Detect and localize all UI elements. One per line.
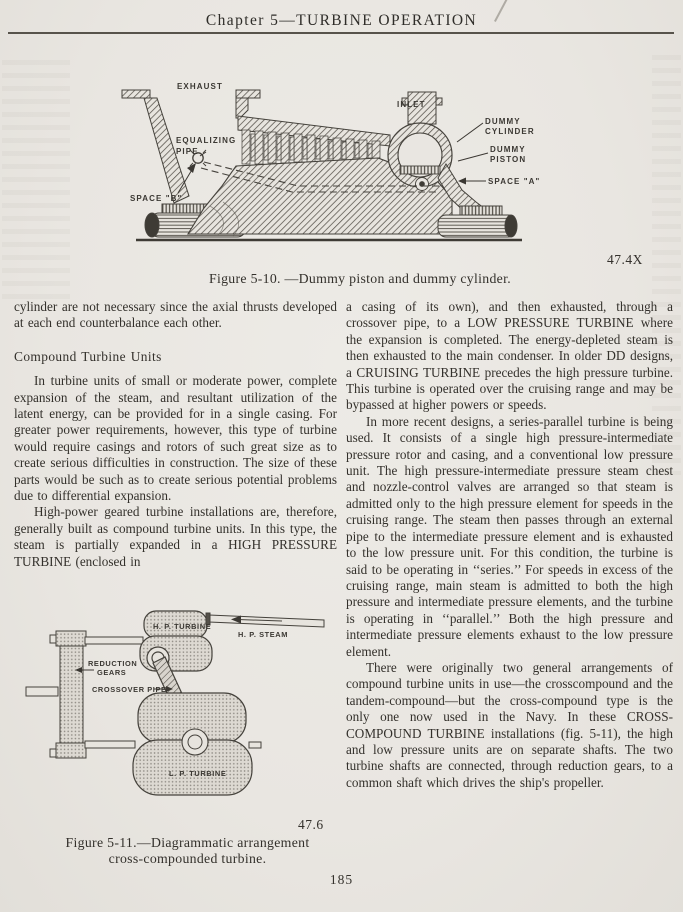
figure-5-11-caption-line2: cross-compounded turbine.: [108, 851, 267, 866]
right-column: [346, 299, 673, 791]
hp-turbine-body: [140, 611, 212, 671]
section-heading: Compound Turbine Units: [14, 348, 162, 364]
figure-5-10-credit: 47.4X: [607, 252, 643, 267]
reduction-gears-label-2: GEARS: [97, 668, 127, 677]
paragraph: cylinder are not necessary since the axial thrusts developed at each end counterbalance each other.: [14, 299, 337, 331]
paragraph: There were originally two general arrangements of compound turbine units in use—the crosscompound and the tandem-compound—but the cross-compound type is the only one now used in the Navy. In these CROSS-COMPOUND TURBINE installations (fig. 5-11), the high and low pressure units are on separate shafts. The two turbine shafts are connected, through reduction gears, to a common shaft which drives the ship's propeller.: [346, 659, 673, 790]
equalizing-pipe-label-1: EQUALIZING: [176, 136, 237, 145]
lp-turbine-label: L. P. TURBINE: [169, 769, 227, 778]
space-a-label: SPACE "A": [488, 177, 541, 186]
hp-steam-label: H. P. STEAM: [238, 630, 288, 639]
paragraph: In more recent designs, a series-parallel turbine is being used. It consists of a single high pressure-intermediate pressure rotor and casing, and a conventional low pressure unit. The high pressure-intermediate pressure steam chest and nozzle-control valves are arranged so that steam is admitted only to the high pressure element for speeds in the cruising range. The steam then passes through an external pipe to the intermediate pressure element and is exhausted to the low pressure unit. For this condition, the turbine is said to be operating in ‘‘series.’’ For speeds in excess of the cruising range, main steam is admitted to both the high pressure and intermediate pressure elements, and the turbine is operating in ‘‘parallel.’’ Both the high pressure and intermediate pressure elements exhaust to the low pressure element.: [346, 413, 673, 659]
header-rule: [8, 32, 674, 34]
figure-5-10-caption: Figure 5-10. —Dummy piston and dummy cylinder.: [209, 271, 511, 286]
inlet-label: INLET: [397, 100, 426, 109]
exhaust-label: EXHAUST: [177, 82, 223, 91]
hp-steam-pipe: [206, 613, 324, 627]
reduction-gearbox: [26, 631, 86, 758]
chapter-header: Chapter 5—TURBINE OPERATION: [205, 12, 478, 29]
dummy-cylinder-label-1: DUMMY: [485, 117, 521, 126]
equalizing-pipe-label-2: PIPE: [176, 147, 199, 156]
dummy-cylinder-label-2: CYLINDER: [485, 127, 535, 136]
dummy-piston-label-2: PISTON: [490, 155, 527, 164]
figure-5-11-credit: 47.6: [298, 817, 324, 832]
space-b-label: SPACE "B": [130, 194, 183, 203]
paragraph: High-power geared turbine installations are, therefore, generally built as compound turbine units. In this type, the steam is partially expanded in a HIGH PRESSURE TURBINE (enclosed in: [14, 504, 337, 569]
left-column: [14, 299, 337, 570]
reduction-gears-label-1: REDUCTION: [88, 659, 138, 668]
crossover-pipe-label: CROSSOVER PIPE: [92, 685, 167, 694]
figure-5-11-drawing: [20, 604, 345, 832]
figure-5-10-drawing: [70, 78, 590, 250]
paragraph: In turbine units of small or moderate power, complete expansion of the steam, and resultant utilization of the latent energy, can be provided for in a single casing. For greater power requirements, however, this type of turbine would require casings and rotors of such great size as to create serious difficulties in construction. The size of these parts would be such as to create serious potential problems due to differential expansion.: [14, 373, 337, 504]
dummy-piston-label-1: DUMMY: [490, 145, 526, 154]
figure-5-11-caption-line1: Figure 5-11.—Diagrammatic arrangement: [65, 835, 310, 850]
hp-turbine-label: H. P. TURBINE: [153, 622, 212, 631]
lp-turbine-body: [133, 693, 252, 795]
paragraph: a casing of its own), and then exhausted, through a crossover pipe, to a LOW PRESSURE TURBINE where the expansion is completed. The energy-depleted steam is then exhausted to the main condenser. In older DD designs, a CRUISING TURBINE precedes the high pressure turbine. This turbine is operated over the cruising range and may be bypassed at higher powers or speeds.: [346, 299, 673, 413]
margin-bleed-left: [2, 60, 70, 300]
page-number: 185: [329, 872, 354, 887]
